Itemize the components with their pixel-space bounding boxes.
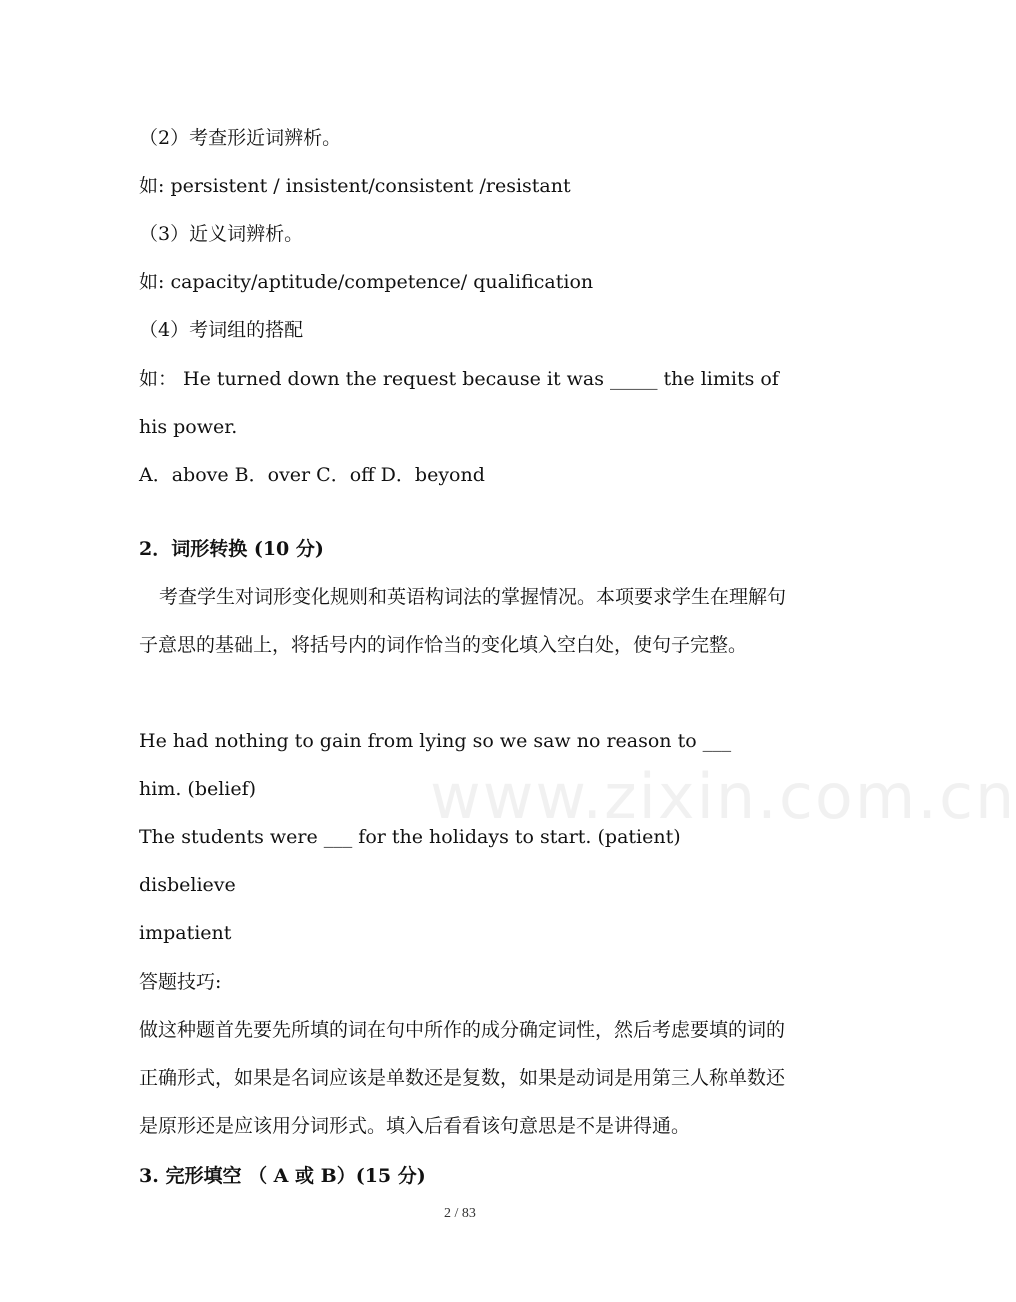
exercise-sentence-1-cont: him. (belief) [139,778,257,800]
example-line: 如: persistent / insistent/consistent /resistant [139,175,571,197]
section-description: 考查学生对词形变化规则和英语构词法的掌握情况。本项要求学生在理解句子意思的基础上，将括号内的词作恰当的变化填入空白处，使句子完整。 [139,586,787,656]
answer-options: A．above B．over C．off D．beyond [139,464,485,486]
section-heading-2: 2．词形转换 (10 分) [139,538,324,560]
answer-1: disbelieve [139,874,236,896]
tips-heading: 答题技巧: [139,971,222,993]
example-sentence-cont: his power. [139,416,238,438]
item-heading-3: （3）近义词辨析。 [139,223,304,245]
example-sentence: 如： He turned down the request because it was _____ the limits of [139,368,779,390]
page-number: 2 / 83 [444,1206,476,1221]
answer-2: impatient [139,922,232,944]
exercise-sentence-1: He had nothing to gain from lying so we saw no reason to ___ [139,730,732,752]
tips-paragraph: 做这种题首先要先所填的词在句中所作的成分确定词性，然后考虑要填的词的正确形式，如果是名词应该是单数还是复数，如果是动词是用第三人称单数还是原形还是应该用分词形式。填入后看看该句意思是不是讲得通。 [139,1019,786,1137]
item-heading-4: （4）考词组的搭配 [139,319,304,341]
watermark: www.zixin.com.cn [430,760,1016,833]
item-heading-2: （2）考查形近词辨析。 [139,127,342,149]
section-heading-3: 3. 完形填空 （ A 或 B）(15 分) [139,1165,426,1187]
exercise-sentence-2: The students were ___ for the holidays to start. (patient) [139,826,681,848]
example-line: 如: capacity/aptitude/competence/ qualification [139,271,594,293]
